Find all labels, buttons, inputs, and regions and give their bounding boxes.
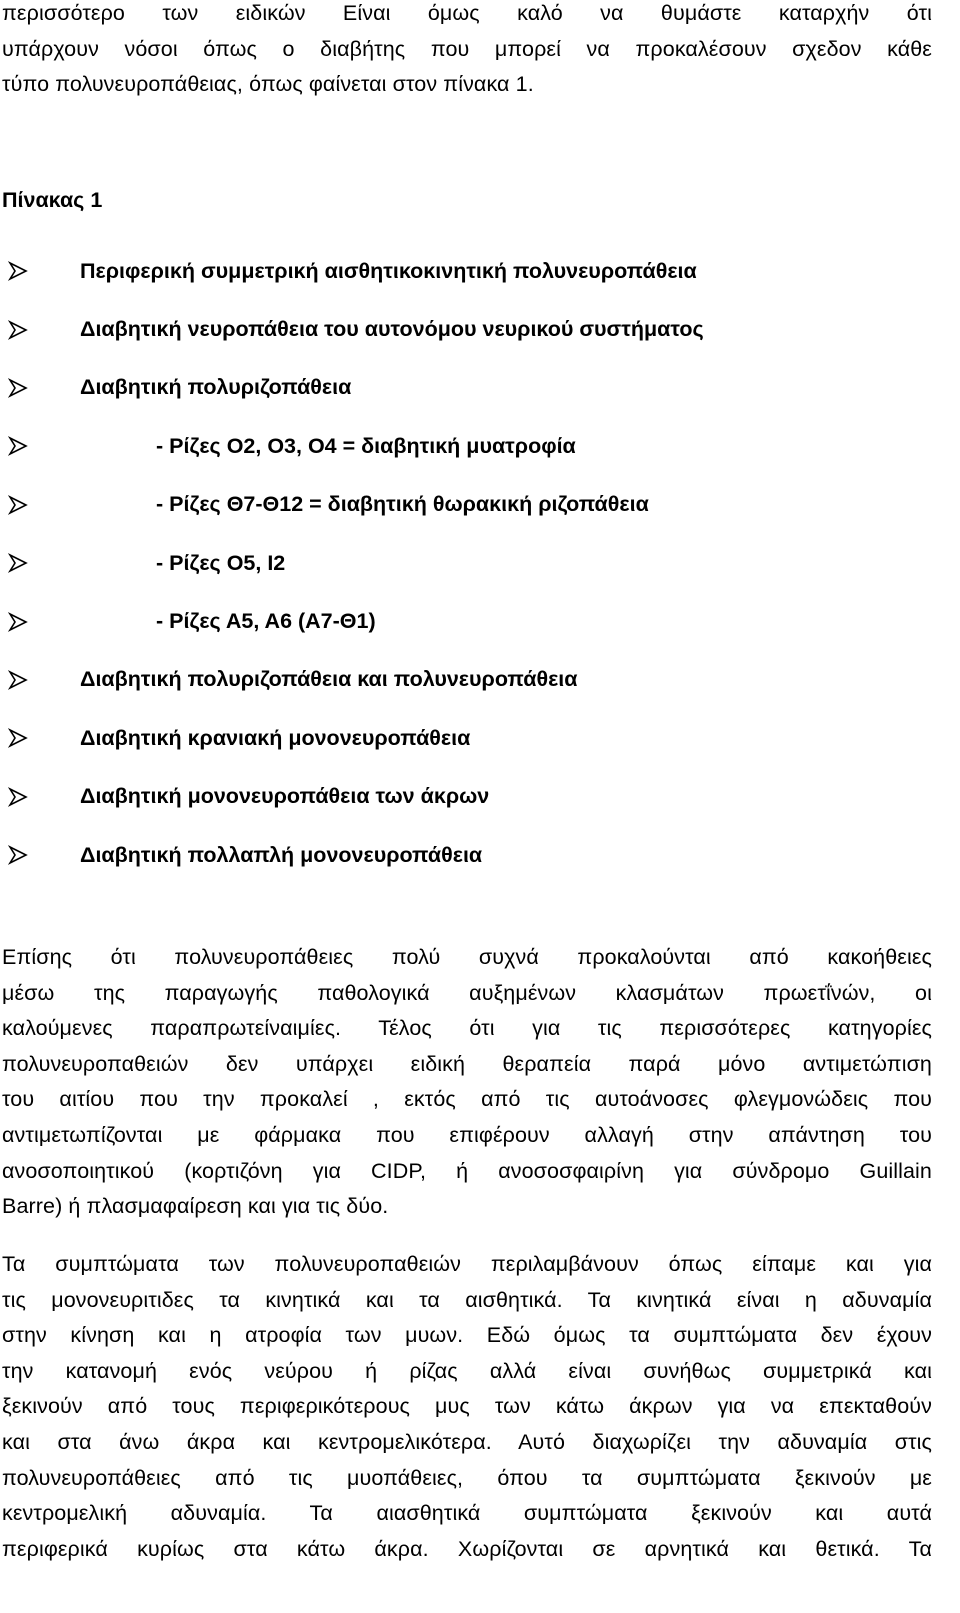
text-line: περισσότερο των ειδικών Είναι όμως καλό να θυμάστε καταρχήν ότι	[2, 1, 932, 25]
list-item-text: - Ρίζες Θ7-Θ12 = διαβητική θωρακική ριζοπάθεια	[156, 492, 649, 517]
arrowhead-bullet-icon	[8, 436, 28, 456]
list-item-text: Διαβητική πολυριζοπάθεια	[80, 375, 352, 400]
arrowhead-bullet-icon	[8, 845, 28, 865]
arrowhead-bullet-icon	[8, 612, 28, 632]
list-item	[0, 651, 940, 709]
text-line: ξεκινούν από τους περιφερικότερους μυς των κάτω άκρων για να επεκταθούν	[2, 1394, 932, 1419]
text-line: Barre) ή πλασμαφαίρεση και για τις δύο.	[2, 1194, 389, 1219]
text-line: του αιτίου που την προκαλεί , εκτός από τις αυτοάνοσες φλεγμονώδεις που	[2, 1087, 932, 1112]
text-line: μέσω της παραγωγής παθολογικά αυξημένων κλασμάτων πρωετΐνών, οι	[2, 980, 932, 1005]
arrowhead-bullet-icon	[8, 261, 28, 281]
text-line: πολυνευροπαθειών δεν υπάρχει ειδική θεραπεία παρά μόνο αντιμετώπιση	[2, 1051, 932, 1076]
body-paragraph	[2, 940, 932, 1225]
list-item	[0, 476, 940, 534]
list-item-text: Διαβητική πολυριζοπάθεια και πολυνευροπάθεια	[80, 667, 578, 692]
list-item-text: Περιφερική συμμετρική αισθητικοκινητική πολυνευροπάθεια	[80, 258, 697, 283]
text-line: ανοσοποιητικού (κορτιζόνη για CIDP, ή ανοσοσφαιρίνη για σύνδρομο Guillain	[2, 1158, 932, 1183]
arrowhead-bullet-icon	[8, 670, 28, 690]
list-item-text: Διαβητική νευροπάθεια του αυτονόμου νευρικού συστήματος	[80, 317, 704, 342]
text-line: την κατανομή ενός νεύρου ή ρίζας αλλά είναι συνήθως συμμετρικά και	[2, 1358, 932, 1383]
list-item	[0, 768, 940, 826]
table-title: Πίνακας 1	[2, 188, 103, 212]
arrowhead-bullet-icon	[8, 378, 28, 398]
list-item	[0, 300, 940, 358]
list-item	[0, 534, 940, 592]
text-line: στην κίνηση και η ατροφία των μυων. Εδώ όμως τα συμπτώματα δεν έχουν	[2, 1323, 932, 1348]
list-item	[0, 592, 940, 650]
text-line: και στα άνω άκρα και κεντρομελικότερα. Αυτό διαχωρίζει την αδυναμία στις	[2, 1429, 932, 1454]
list-item	[0, 709, 940, 767]
text-line: αντιμετωπίζονται με φάρμακα που επιφέρουν αλλαγή στην απάντηση του	[2, 1122, 932, 1147]
text-line: περιφερικά κυρίως στα κάτω άκρα. Χωρίζονται σε αρνητικά και θετικά. Τα	[2, 1536, 932, 1561]
disease-list	[0, 242, 940, 884]
text-line: κεντρομελική αδυναμία. Τα αιασθητικά συμπτώματα ξεκινούν και αυτά	[2, 1501, 932, 1526]
list-item	[0, 826, 940, 884]
arrowhead-bullet-icon	[8, 787, 28, 807]
list-item	[0, 359, 940, 417]
text-line: Τα συμπτώματα των πολυνευροπαθειών περιλαμβάνουν όπως είπαμε και για	[2, 1252, 932, 1276]
list-item	[0, 417, 940, 475]
arrowhead-bullet-icon	[8, 728, 28, 748]
text-line: υπάρχουν νόσοι όπως ο διαβήτης που μπορεί να προκαλέσουν σχεδον κάθε	[2, 36, 932, 61]
text-line: καλούμενες παραπρωτείναιμίες. Τέλος ότι για τις περισσότερες κατηγορίες	[2, 1016, 932, 1041]
list-item	[0, 242, 940, 300]
text-line: Επίσης ότι πολυνευροπάθειες πολύ συχνά προκαλούνται από κακοήθειες	[2, 945, 932, 969]
list-item-text: - Ρίζες Α5, Α6 (Α7-Θ1)	[156, 609, 376, 634]
arrowhead-bullet-icon	[8, 320, 28, 340]
text-line: τύπο πολυνευροπάθειας, όπως φαίνεται στον πίνακα 1.	[2, 72, 534, 97]
list-item-text: Διαβητική μονονευροπάθεια των άκρων	[80, 784, 490, 809]
arrowhead-bullet-icon	[8, 553, 28, 573]
list-item-text: Διαβητική κρανιακή μονονευροπάθεια	[80, 725, 471, 750]
list-item-text: - Ρίζες Ο2, Ο3, Ο4 = διαβητική μυατροφία	[156, 433, 576, 458]
text-line: τις μονονευριτιδες τα κινητικά και τα αισθητικά. Τα κινητικά είναι η αδυναμία	[2, 1287, 932, 1312]
list-item-text: Διαβητική πολλαπλή μονονευροπάθεια	[80, 842, 483, 867]
intro-paragraph	[2, 0, 932, 103]
text-line: πολυνευροπάθειες από τις μυοπάθειες, όπου τα συμπτώματα ξεκινούν με	[2, 1465, 932, 1490]
arrowhead-bullet-icon	[8, 495, 28, 515]
body-paragraph	[2, 1247, 932, 1567]
list-item-text: - Ρίζες Ο5, Ι2	[156, 550, 286, 575]
